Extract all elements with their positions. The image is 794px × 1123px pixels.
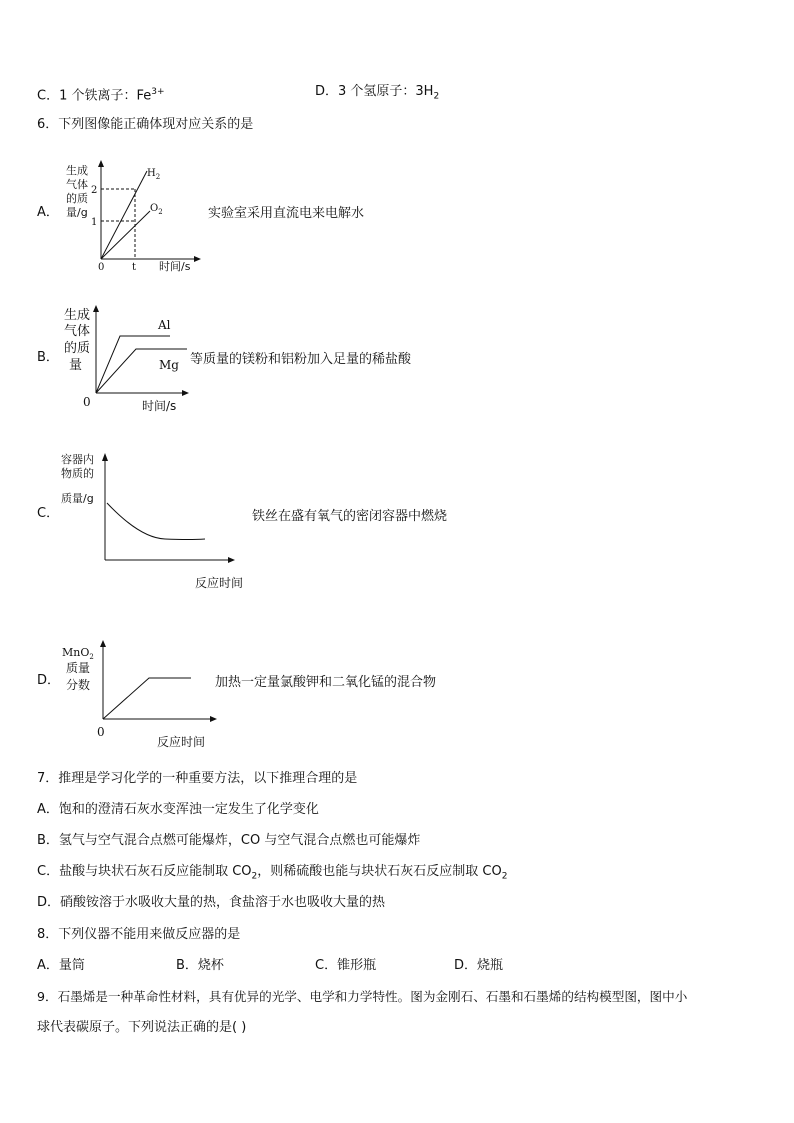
q6d-origin: 0 xyxy=(97,725,105,739)
q9-stem-line-1: 9．石墨烯是一种革命性材料，具有优异的光学、电学和力学特性。图为金刚石、石墨和石墨烯的结构模型图，图中小 xyxy=(37,989,688,1004)
q6a-xtick-0: 0 xyxy=(98,262,105,273)
q6b-origin: 0 xyxy=(83,395,91,409)
q6b-series-mg: Mg xyxy=(159,358,179,372)
q6a-ylabel-1: 生成 xyxy=(66,164,88,177)
q6-option-c-description: 铁丝在盛有氧气的密闭容器中燃烧 xyxy=(252,509,448,524)
q7-option-c: C．盐酸与块状石灰石反应能制取 $CO_2$，则稀硫酸也能与块状石灰石反应制取 $CO_2$ xyxy=(37,864,508,882)
q6-option-b-letter: B． xyxy=(37,350,59,365)
q6-option-c-letter: C． xyxy=(37,506,60,521)
q6a-ytick-2: 2 xyxy=(91,185,98,196)
q7-option-b: B．氢气与空气混合点燃可能爆炸，CO 与空气混合点燃也可能爆炸 xyxy=(37,833,421,848)
q6a-xlabel: 时间/s xyxy=(159,260,191,273)
q5-option-c: C．1 个铁离子：$Fe^{3+}$ xyxy=(37,87,165,104)
q9-stem-line-2: 球代表碳原子。下列说法正确的是( ) xyxy=(37,1020,247,1035)
q6-option-a-graph xyxy=(55,155,220,275)
q6-option-d-graph xyxy=(55,638,225,752)
q6d-ylabel-1: MnO$_2$ xyxy=(62,646,94,661)
q6b-ylabel-1: 生成 xyxy=(64,308,91,323)
q8-stem: 8．下列仪器不能用来做反应器的是 xyxy=(37,927,241,942)
q8-option-c: C．锥形瓶 xyxy=(315,958,377,973)
q6a-ylabel-3: 的质 xyxy=(66,192,88,205)
q6-option-b-graph xyxy=(55,300,200,418)
q6d-ylabel-2: 质量 xyxy=(66,661,91,675)
q6b-ylabel-2: 气体 xyxy=(64,324,91,339)
q6-option-c-graph xyxy=(55,440,245,595)
q7-stem: 7．推理是学习化学的一种重要方法，以下推理合理的是 xyxy=(37,771,358,786)
q8-option-a: A．量筒 xyxy=(37,958,85,973)
q6c-ylabel-3: 质量/g xyxy=(61,492,94,505)
q7-option-d: D．硝酸铵溶于水吸收大量的热，食盐溶于水也吸收大量的热 xyxy=(37,895,386,910)
q6-option-a-letter: A． xyxy=(37,205,59,220)
q6-option-b-description: 等质量的镁粉和铝粉加入足量的稀盐酸 xyxy=(190,352,412,367)
q6c-ylabel-2: 物质的 xyxy=(61,467,94,480)
q6-option-a-description: 实验室采用直流电来电解水 xyxy=(208,206,365,221)
q6b-ylabel-3: 的质 xyxy=(64,341,91,356)
q8-option-b: B．烧杯 xyxy=(176,958,224,973)
q5-option-d: D．3 个氢原子：$3H_2$ xyxy=(315,84,440,102)
q6a-series-o2: $O_2$ xyxy=(150,203,163,216)
q8-option-d: D．烧瓶 xyxy=(454,958,504,973)
q6a-ylabel-2: 气体 xyxy=(66,178,88,191)
q6b-ylabel-4: 量 xyxy=(69,358,83,373)
q6a-xtick-t: t xyxy=(132,262,137,273)
q6d-ylabel-3: 分数 xyxy=(66,678,91,692)
q6c-xlabel: 反应时间 xyxy=(195,576,244,590)
q6a-ylabel-4: 量/g xyxy=(66,206,88,219)
q6b-xlabel: 时间/s xyxy=(142,399,177,413)
q6-option-d-letter: D． xyxy=(37,673,61,688)
q6a-ytick-1: 1 xyxy=(91,217,98,228)
q6-option-d-description: 加热一定量氯酸钾和二氧化锰的混合物 xyxy=(215,675,437,690)
q6d-xlabel: 反应时间 xyxy=(157,735,206,749)
q6a-series-h2: $H_2$ xyxy=(147,168,161,181)
q6b-series-al: Al xyxy=(158,318,171,332)
q6c-ylabel-1: 容器内 xyxy=(61,453,94,466)
q6-stem: 6．下列图像能正确体现对应关系的是 xyxy=(37,117,254,132)
q7-option-a: A．饱和的澄清石灰水变浑浊一定发生了化学变化 xyxy=(37,802,319,817)
